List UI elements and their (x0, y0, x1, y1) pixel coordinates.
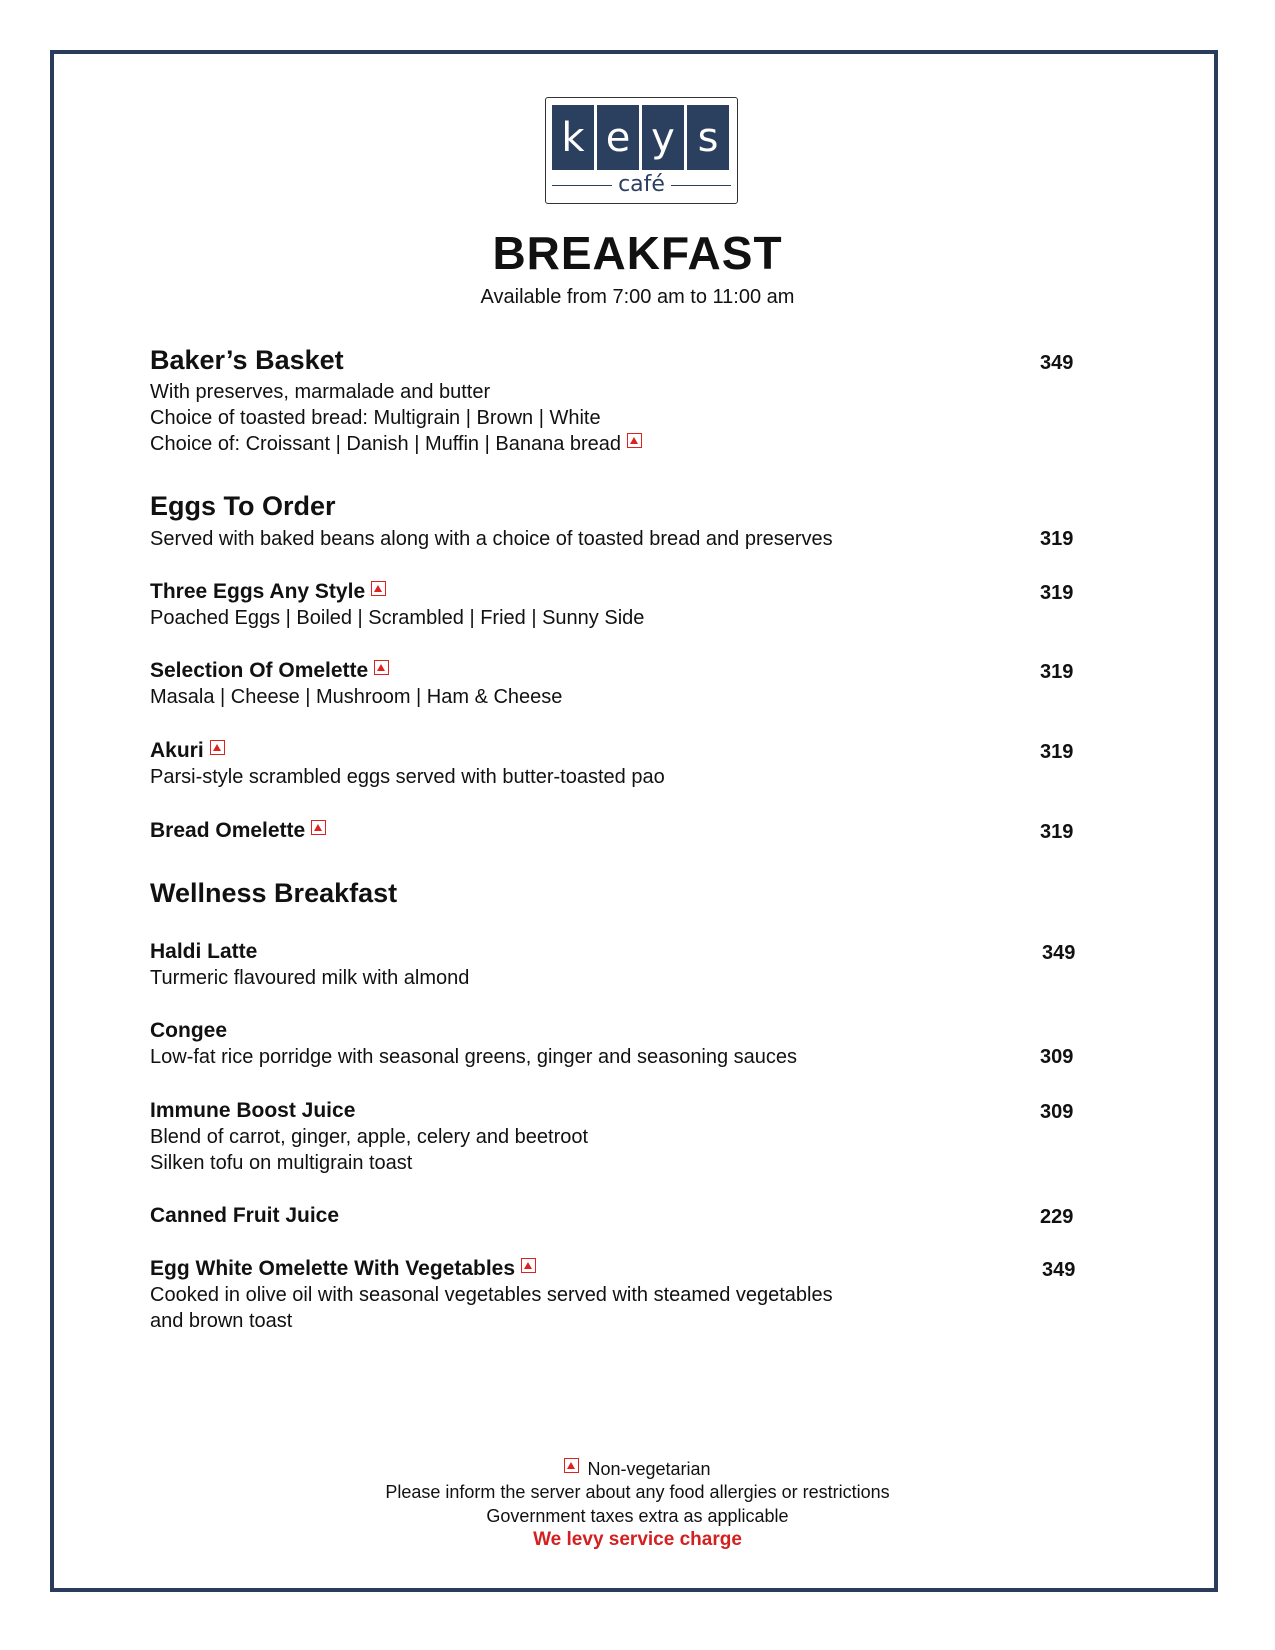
congee-desc: Low-fat rice porridge with seasonal greens, ginger and seasoning sauces (150, 1046, 798, 1068)
logo-subtext: café (618, 172, 665, 197)
immune-boost-desc-1: Blend of carrot, ginger, apple, celery and beetroot (150, 1126, 589, 1148)
non-veg-legend (0, 1458, 1275, 1480)
item-congee: Congee (150, 1019, 228, 1042)
price-immune-boost-juice: 309 (1040, 1101, 1074, 1123)
logo-rule (552, 185, 612, 186)
price-congee: 309 (1040, 1046, 1074, 1068)
price-three-eggs: 319 (1040, 582, 1074, 604)
omelette-desc: Masala | Cheese | Mushroom | Ham & Cheese (150, 686, 563, 708)
egg-white-desc-1: Cooked in olive oil with seasonal vegetables served with steamed vegetables (150, 1284, 833, 1306)
non-veg-icon (627, 433, 642, 448)
price-akuri: 319 (1040, 741, 1074, 763)
non-veg-icon (521, 1258, 536, 1273)
bakers-basket-desc-3-text: Choice of: Croissant | Danish | Muffin | Banana bread (150, 433, 622, 455)
logo-letter: k (552, 105, 594, 170)
page-title: BREAKFAST (492, 227, 783, 279)
bakers-basket-desc-1: With preserves, marmalade and butter (150, 381, 491, 403)
keys-cafe-logo (545, 97, 738, 204)
non-veg-icon (564, 1458, 579, 1473)
egg-white-desc-2: and brown toast (150, 1310, 293, 1332)
price-bread-omelette: 319 (1040, 821, 1074, 843)
item-three-eggs-any-style (150, 580, 386, 604)
legend-label: Non-vegetarian (587, 1459, 711, 1479)
logo-rule (671, 185, 731, 186)
allergy-note: Please inform the server about any food allergies or restrictions (385, 1482, 890, 1502)
item-name: Three Eggs Any Style (150, 580, 366, 603)
bakers-basket-desc-2: Choice of toasted bread: Multigrain | Brown | White (150, 407, 601, 429)
non-veg-icon (371, 581, 386, 596)
non-veg-icon (374, 660, 389, 675)
item-name: Selection Of Omelette (150, 659, 369, 682)
logo-letter: e (597, 105, 639, 170)
service-charge-note: We levy service charge (533, 1529, 742, 1550)
non-veg-icon (210, 740, 225, 755)
item-bread-omelette (150, 819, 326, 843)
logo-letter: y (642, 105, 684, 170)
price-bakers-basket: 349 (1040, 352, 1074, 374)
price-egg-white-omelette: 349 (1042, 1259, 1076, 1281)
item-egg-white-omelette (150, 1257, 536, 1281)
tax-note: Government taxes extra as applicable (486, 1506, 789, 1526)
availability-note: Available from 7:00 am to 11:00 am (480, 286, 795, 308)
item-haldi-latte: Haldi Latte (150, 940, 258, 963)
eggs-to-order-desc: Served with baked beans along with a choice of toasted bread and preserves (150, 528, 833, 550)
bakers-basket-desc-3 (150, 433, 642, 456)
item-immune-boost-juice: Immune Boost Juice (150, 1099, 356, 1122)
three-eggs-desc: Poached Eggs | Boiled | Scrambled | Fried | Sunny Side (150, 607, 645, 629)
item-name: Akuri (150, 739, 204, 762)
price-haldi-latte: 349 (1042, 942, 1076, 964)
item-akuri (150, 739, 225, 763)
price-canned-fruit-juice: 229 (1040, 1206, 1074, 1228)
item-selection-of-omelette (150, 659, 389, 683)
akuri-desc: Parsi-style scrambled eggs served with butter-toasted pao (150, 766, 665, 788)
item-name: Bread Omelette (150, 819, 306, 842)
logo-letter: s (687, 105, 729, 170)
price-eggs-to-order: 319 (1040, 528, 1074, 550)
haldi-latte-desc: Turmeric flavoured milk with almond (150, 967, 470, 989)
item-name: Egg White Omelette With Vegetables (150, 1257, 516, 1280)
section-title-wellness: Wellness Breakfast (150, 878, 398, 908)
section-title-bakers-basket: Baker’s Basket (150, 345, 344, 375)
price-selection-of-omelette: 319 (1040, 661, 1074, 683)
immune-boost-desc-2: Silken tofu on multigrain toast (150, 1152, 413, 1174)
section-title-eggs-to-order: Eggs To Order (150, 491, 336, 521)
item-canned-fruit-juice: Canned Fruit Juice (150, 1204, 340, 1227)
non-veg-icon (311, 820, 326, 835)
